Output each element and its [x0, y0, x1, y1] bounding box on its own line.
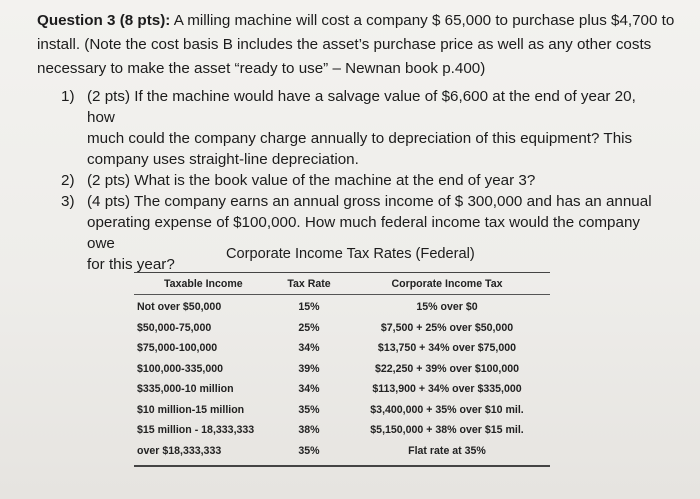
question-label: Question 3 (8 pts): — [37, 12, 171, 29]
cell-corporate-tax: $113,900 + 34% over $335,000 — [372, 383, 522, 396]
cell-taxable-income: $75,000-100,000 — [137, 342, 218, 355]
header-taxable-income: Taxable Income — [164, 278, 243, 290]
cell-tax-rate: 15% — [298, 301, 320, 314]
table-row — [134, 359, 550, 380]
sub-question-number: 1) — [61, 88, 75, 105]
tax-rate-table — [134, 272, 550, 467]
question-line-1 — [37, 9, 677, 33]
table-header-row — [134, 276, 550, 292]
question-header — [37, 9, 677, 81]
cell-taxable-income: $100,000-335,000 — [137, 362, 224, 375]
cell-tax-rate: 34% — [298, 383, 320, 396]
sub-question-line: (2 pts) What is the book value of the machine at the end of year 3? — [87, 172, 536, 189]
cell-taxable-income: $15 million - 18,333,333 — [137, 424, 255, 437]
cell-taxable-income: $50,000-75,000 — [137, 321, 212, 334]
cell-corporate-tax: $3,400,000 + 35% over $10 mil. — [370, 403, 524, 416]
table-top-rule — [134, 272, 550, 273]
sub-question-2 — [61, 170, 661, 191]
cell-corporate-tax: 15% over $0 — [416, 301, 478, 314]
cell-corporate-tax: $22,250 + 39% over $100,000 — [374, 362, 520, 375]
sub-question-3 — [61, 191, 661, 275]
cell-tax-rate: 35% — [298, 403, 320, 416]
cell-tax-rate: 25% — [298, 321, 320, 334]
question-line-2: install. (Note the cost basis B includes the asset’s purchase price as well as any other costs — [37, 36, 652, 53]
cell-taxable-income: Not over $50,000 — [137, 301, 222, 314]
header-corporate-income-tax: Corporate Income Tax — [391, 278, 503, 290]
table-row — [134, 400, 550, 421]
cell-corporate-tax: $13,750 + 34% over $75,000 — [377, 342, 517, 355]
table-title: Corporate Income Tax Rates (Federal) — [226, 246, 475, 262]
cell-tax-rate: 39% — [298, 362, 320, 375]
cell-taxable-income: over $18,333,333 — [137, 444, 222, 457]
sub-question-number: 3) — [61, 193, 75, 210]
cell-taxable-income: $335,000-10 million — [137, 383, 234, 396]
table-row — [134, 338, 550, 359]
table-header-rule — [134, 294, 550, 295]
sub-question-line: operating expense of $100,000. How much federal income tax would the company owe — [87, 214, 640, 252]
sub-question-number: 2) — [61, 172, 75, 189]
question-text-1: A milling machine will cost a company $ 65,000 to purchase plus $4,700 to — [170, 12, 675, 29]
cell-tax-rate: 38% — [298, 424, 320, 437]
sub-question-line: for this year? — [87, 256, 175, 273]
sub-question-1 — [61, 86, 661, 170]
table-row — [134, 420, 550, 441]
cell-tax-rate: 35% — [298, 444, 320, 457]
table-row — [134, 441, 550, 462]
question-line-3: necessary to make the asset “ready to use” – Newnan book p.400) — [37, 60, 486, 77]
cell-corporate-tax: $5,150,000 + 38% over $15 mil. — [370, 424, 524, 437]
sub-question-line: company uses straight-line depreciation. — [87, 151, 359, 168]
sub-question-line: (2 pts) If the machine would have a salvage value of $6,600 at the end of year 20, how — [87, 88, 636, 126]
cell-tax-rate: 34% — [298, 342, 320, 355]
table-row — [134, 379, 550, 400]
header-tax-rate: Tax Rate — [287, 278, 331, 290]
cell-taxable-income: $10 million-15 million — [137, 403, 245, 416]
cell-corporate-tax: Flat rate at 35% — [408, 444, 486, 457]
table-row — [134, 297, 550, 318]
sub-question-line: much could the company charge annually to depreciation of this equipment? This — [87, 130, 633, 147]
table-row — [134, 318, 550, 339]
sub-question-line: (4 pts) The company earns an annual gross income of $ 300,000 and has an annual — [87, 193, 652, 210]
cell-corporate-tax: $7,500 + 25% over $50,000 — [380, 321, 514, 334]
table-bottom-rule — [134, 465, 550, 467]
